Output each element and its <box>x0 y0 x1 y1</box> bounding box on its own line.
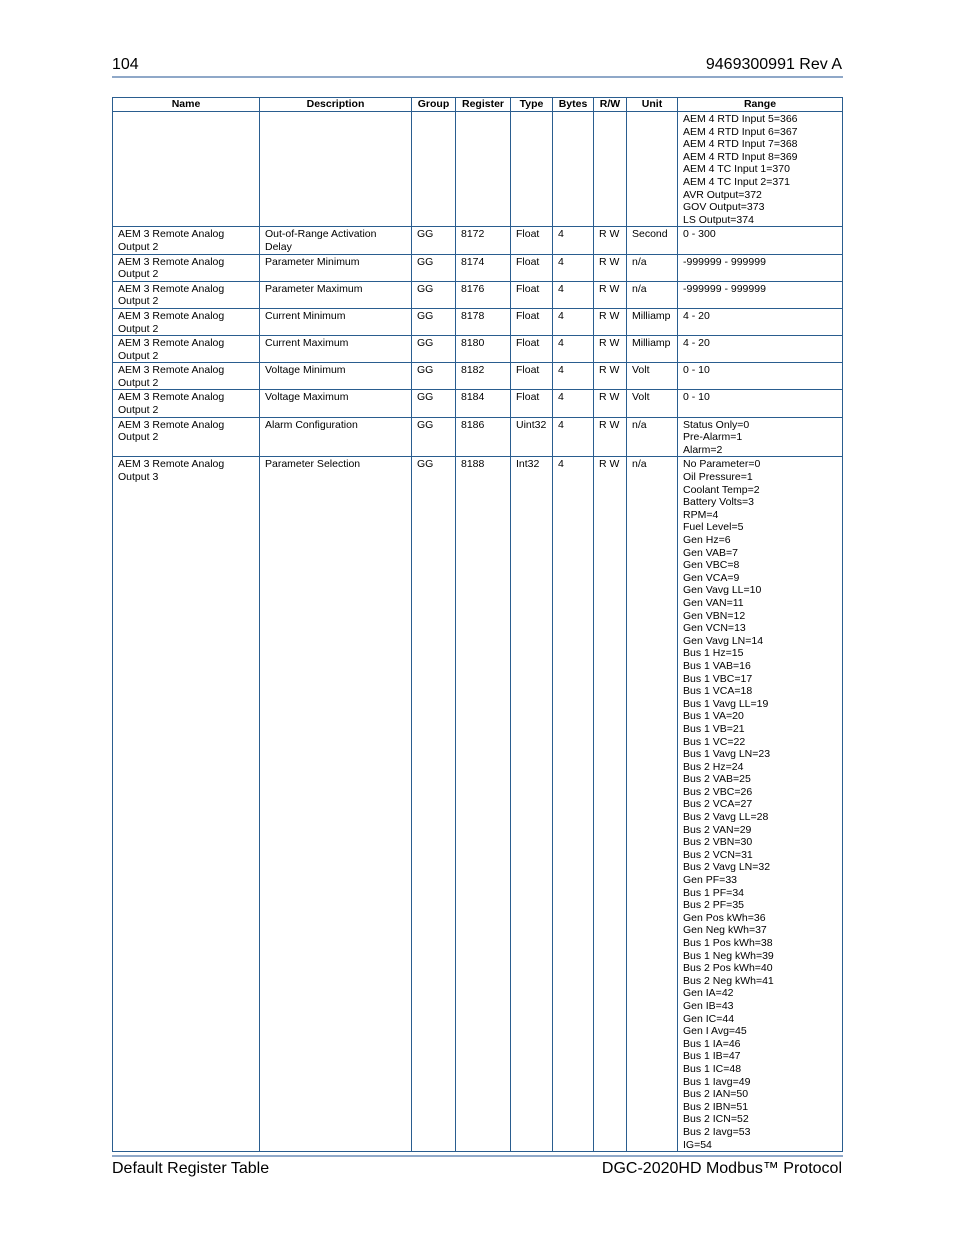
range-value: Gen Neg kWh=37 <box>683 924 767 937</box>
cell-register: 8176 <box>456 281 511 308</box>
cell-rw: R W <box>594 227 627 254</box>
range-value: Gen VAB=7 <box>683 546 738 559</box>
range-value: GOV Output=373 <box>683 201 765 214</box>
range-value: Bus 2 IBN=51 <box>683 1100 749 1113</box>
page-footer <box>112 1160 842 1180</box>
column-header-unit: Unit <box>627 98 678 112</box>
cell-unit: Second <box>627 227 678 254</box>
range-value: Bus 1 Iavg=49 <box>683 1075 751 1088</box>
range-value: Bus 1 VBC=17 <box>683 672 753 685</box>
range-value: Oil Pressure=1 <box>683 471 753 484</box>
cell-rw: R W <box>594 281 627 308</box>
cell-rw: R W <box>594 336 627 363</box>
cell-bytes: 4 <box>553 417 594 457</box>
cell-unit: n/a <box>627 281 678 308</box>
cell-type: Float <box>511 227 553 254</box>
cell-unit: n/a <box>627 417 678 457</box>
range-value: Bus 1 VAB=16 <box>683 659 751 672</box>
table-row <box>113 336 843 363</box>
range-value: Bus 1 IB=47 <box>683 1050 741 1063</box>
range-value: Bus 1 Vavg LN=23 <box>683 748 771 761</box>
cell-type: Float <box>511 308 553 335</box>
cell-description: Parameter Minimum <box>260 254 412 281</box>
cell-description: Alarm Configuration <box>260 417 412 457</box>
cell-description: Voltage Minimum <box>260 363 412 390</box>
register-table <box>112 97 843 1152</box>
cell-register: 8180 <box>456 336 511 363</box>
cell-rw: R W <box>594 417 627 457</box>
cell-type: Float <box>511 281 553 308</box>
range-value: Coolant Temp=2 <box>683 483 760 496</box>
table-row <box>113 457 843 1152</box>
range-value: Bus 2 PF=35 <box>683 899 744 912</box>
range-value: Fuel Level=5 <box>683 521 744 534</box>
cell-group: GG <box>412 308 456 335</box>
column-header-rw: R/W <box>594 98 627 112</box>
cell-name: AEM 3 Remote Analog Output 2 <box>113 336 260 363</box>
range-value: Bus 1 VC=22 <box>683 735 746 748</box>
table-row <box>113 363 843 390</box>
cell-description: Out-of-Range Activation Delay <box>260 227 412 254</box>
header-rule <box>112 76 843 78</box>
cell-rw: R W <box>594 363 627 390</box>
cell-type: Float <box>511 390 553 417</box>
cell-group: GG <box>412 281 456 308</box>
range-value: Gen VAN=11 <box>683 596 744 609</box>
cell-description: Parameter Selection <box>260 457 412 1152</box>
cell-unit: Volt <box>627 390 678 417</box>
column-header-range: Range <box>678 98 843 112</box>
range-value: Bus 1 VCA=18 <box>683 685 753 698</box>
cell-name: AEM 3 Remote Analog Output 2 <box>113 308 260 335</box>
range-value: Gen VCN=13 <box>683 622 746 635</box>
column-header-group: Group <box>412 98 456 112</box>
cell-range <box>678 254 843 281</box>
cell-range <box>678 457 843 1152</box>
cell-bytes <box>553 112 594 227</box>
cell-description <box>260 112 412 227</box>
range-value: Bus 2 VAB=25 <box>683 773 751 786</box>
cell-unit: Milliamp <box>627 336 678 363</box>
range-value: Bus 2 Hz=24 <box>683 760 744 773</box>
cell-register: 8184 <box>456 390 511 417</box>
page-header <box>112 56 842 76</box>
cell-type <box>511 112 553 227</box>
range-value: AEM 4 TC Input 2=371 <box>683 175 790 188</box>
table-row <box>113 281 843 308</box>
cell-unit: Milliamp <box>627 308 678 335</box>
cell-group: GG <box>412 457 456 1152</box>
cell-unit: Volt <box>627 363 678 390</box>
cell-register: 8174 <box>456 254 511 281</box>
table-header-row <box>113 98 843 112</box>
range-value: No Parameter=0 <box>683 458 761 471</box>
cell-unit: n/a <box>627 457 678 1152</box>
range-value: Bus 2 ICN=52 <box>683 1113 749 1126</box>
cell-name: AEM 3 Remote Analog Output 2 <box>113 281 260 308</box>
range-value: Gen VBC=8 <box>683 559 740 572</box>
cell-description: Voltage Maximum <box>260 390 412 417</box>
range-value: Gen I Avg=45 <box>683 1025 747 1038</box>
range-value: Bus 2 VCA=27 <box>683 798 753 811</box>
cell-group: GG <box>412 254 456 281</box>
cell-rw: R W <box>594 390 627 417</box>
cell-range <box>678 417 843 457</box>
range-value: Alarm=2 <box>683 443 723 456</box>
range-value: Gen Hz=6 <box>683 534 731 546</box>
range-value: Gen Vavg LN=14 <box>683 634 764 647</box>
range-value: 0 - 10 <box>683 364 710 377</box>
cell-range <box>678 112 843 227</box>
table-row <box>113 112 843 227</box>
cell-type: Float <box>511 336 553 363</box>
cell-type: Uint32 <box>511 417 553 457</box>
cell-register <box>456 112 511 227</box>
table-body <box>113 112 843 1152</box>
range-value: RPM=4 <box>683 508 719 521</box>
range-value: AVR Output=372 <box>683 188 762 201</box>
range-value: Bus 1 PF=34 <box>683 886 744 899</box>
range-value: Bus 1 VA=20 <box>683 710 744 723</box>
cell-type: Float <box>511 363 553 390</box>
range-value: Pre-Alarm=1 <box>683 431 743 444</box>
cell-range <box>678 281 843 308</box>
cell-range <box>678 227 843 254</box>
cell-register: 8188 <box>456 457 511 1152</box>
range-value: Bus 2 Pos kWh=40 <box>683 962 773 975</box>
cell-bytes: 4 <box>553 281 594 308</box>
range-value: 0 - 300 <box>683 228 716 241</box>
range-value: Bus 1 Neg kWh=39 <box>683 949 774 962</box>
cell-unit: n/a <box>627 254 678 281</box>
cell-rw: R W <box>594 254 627 281</box>
cell-group: GG <box>412 390 456 417</box>
cell-group: GG <box>412 336 456 363</box>
cell-description: Current Minimum <box>260 308 412 335</box>
range-value: Bus 2 Iavg=53 <box>683 1125 751 1138</box>
cell-name: AEM 3 Remote Analog Output 3 <box>113 457 260 1152</box>
cell-register: 8186 <box>456 417 511 457</box>
range-value: Gen VBN=12 <box>683 609 746 622</box>
cell-name: AEM 3 Remote Analog Output 2 <box>113 227 260 254</box>
cell-name: AEM 3 Remote Analog Output 2 <box>113 390 260 417</box>
cell-group <box>412 112 456 227</box>
range-value: Bus 1 Pos kWh=38 <box>683 937 773 949</box>
cell-range <box>678 308 843 335</box>
column-header-type: Type <box>511 98 553 112</box>
cell-bytes: 4 <box>553 308 594 335</box>
column-header-name: Name <box>113 98 260 112</box>
cell-bytes: 4 <box>553 336 594 363</box>
range-value: Bus 2 IAN=50 <box>683 1088 749 1101</box>
cell-group: GG <box>412 417 456 457</box>
cell-description: Parameter Maximum <box>260 281 412 308</box>
footer-rule <box>112 1155 843 1157</box>
range-value: Status Only=0 <box>683 418 750 431</box>
cell-type: Float <box>511 254 553 281</box>
range-value: IG=54 <box>683 1138 712 1151</box>
cell-unit <box>627 112 678 227</box>
table-row <box>113 308 843 335</box>
range-value: Bus 2 VBC=26 <box>683 785 753 798</box>
range-value: Bus 2 Vavg LL=28 <box>683 811 769 824</box>
range-value: Bus 1 IC=48 <box>683 1062 742 1075</box>
cell-bytes: 4 <box>553 227 594 254</box>
cell-range <box>678 336 843 363</box>
cell-bytes: 4 <box>553 457 594 1152</box>
range-value: Bus 2 Neg kWh=41 <box>683 974 774 987</box>
column-header-description: Description <box>260 98 412 112</box>
range-value: 0 - 10 <box>683 391 710 404</box>
range-value: 4 - 20 <box>683 309 710 322</box>
cell-bytes: 4 <box>553 254 594 281</box>
range-value: LS Output=374 <box>683 213 754 226</box>
column-header-register: Register <box>456 98 511 112</box>
range-value: AEM 4 RTD Input 6=367 <box>683 125 798 138</box>
range-value: AEM 4 RTD Input 8=369 <box>683 150 798 163</box>
range-value: Gen IB=43 <box>683 999 734 1012</box>
range-value: Gen Vavg LL=10 <box>683 584 762 597</box>
cell-bytes: 4 <box>553 363 594 390</box>
range-value: Bus 1 IA=46 <box>683 1037 741 1050</box>
cell-rw: R W <box>594 457 627 1152</box>
range-value: Gen IA=42 <box>683 987 734 1000</box>
table-row <box>113 227 843 254</box>
range-value: Gen IC=44 <box>683 1012 735 1025</box>
range-value: 4 - 20 <box>683 337 710 350</box>
range-value: Bus 2 VCN=31 <box>683 848 753 861</box>
cell-bytes: 4 <box>553 390 594 417</box>
range-value: Bus 1 VB=21 <box>683 722 745 735</box>
range-value: Bus 1 Vavg LL=19 <box>683 697 769 710</box>
cell-register: 8182 <box>456 363 511 390</box>
cell-register: 8172 <box>456 227 511 254</box>
range-value: Battery Volts=3 <box>683 496 754 509</box>
page-number: 104 <box>112 56 139 73</box>
cell-range <box>678 390 843 417</box>
cell-name: AEM 3 Remote Analog Output 2 <box>113 363 260 390</box>
cell-name: AEM 3 Remote Analog Output 2 <box>113 417 260 457</box>
cell-group: GG <box>412 363 456 390</box>
range-value: Gen PF=33 <box>683 874 737 887</box>
cell-description: Current Maximum <box>260 336 412 363</box>
footer-section-title: Default Register Table <box>112 1160 270 1177</box>
range-value: AEM 4 RTD Input 5=366 <box>683 113 798 125</box>
cell-register: 8178 <box>456 308 511 335</box>
table-row <box>113 254 843 281</box>
range-value: -999999 - 999999 <box>683 255 766 268</box>
range-value: Bus 1 Hz=15 <box>683 647 744 660</box>
cell-name <box>113 112 260 227</box>
range-value: AEM 4 TC Input 1=370 <box>683 163 790 176</box>
range-value: Bus 2 VBN=30 <box>683 836 753 849</box>
range-value: Bus 2 VAN=29 <box>683 823 752 836</box>
cell-rw: R W <box>594 308 627 335</box>
document-number: 9469300991 Rev A <box>705 56 842 73</box>
cell-rw <box>594 112 627 227</box>
range-value: -999999 - 999999 <box>683 282 766 295</box>
cell-range <box>678 363 843 390</box>
range-value: AEM 4 RTD Input 7=368 <box>683 138 798 151</box>
cell-type: Int32 <box>511 457 553 1152</box>
table-row <box>113 390 843 417</box>
table-row <box>113 417 843 457</box>
range-value: Bus 2 Vavg LN=32 <box>683 861 771 874</box>
range-value: Gen Pos kWh=36 <box>683 911 766 924</box>
range-value: Gen VCA=9 <box>683 571 740 584</box>
footer-document-title: DGC-2020HD Modbus™ Protocol <box>601 1160 842 1177</box>
cell-name: AEM 3 Remote Analog Output 2 <box>113 254 260 281</box>
cell-group: GG <box>412 227 456 254</box>
column-header-bytes: Bytes <box>553 98 594 112</box>
